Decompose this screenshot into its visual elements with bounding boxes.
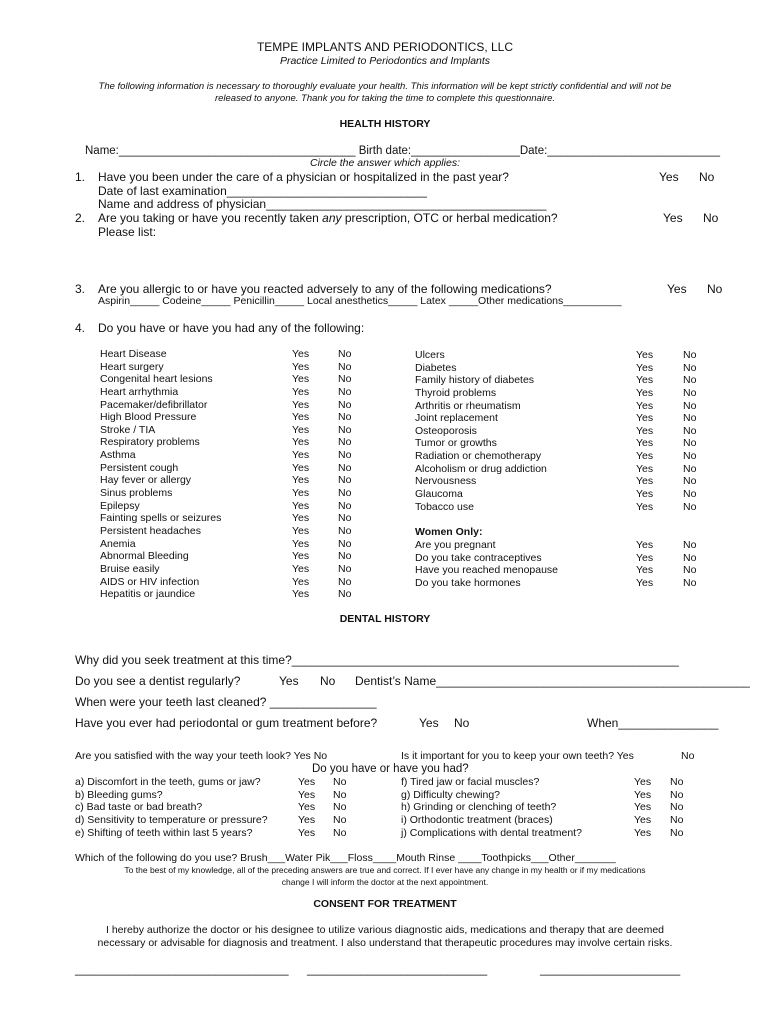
dental-item-label: a) Discomfort in the teeth, gums or jaw? [75, 776, 261, 788]
yes-option[interactable]: Yes [292, 575, 310, 588]
yes-option[interactable]: Yes [298, 788, 316, 801]
no-option[interactable]: No [338, 461, 352, 474]
no-option[interactable]: No [670, 813, 684, 826]
dental-right-yes-column [634, 776, 651, 839]
yes-option[interactable]: Yes [292, 512, 310, 525]
why-seek-treatment-line[interactable]: Why did you seek treatment at this time?__________________________________________________________ [75, 653, 679, 667]
dental-item-label: c) Bad taste or bad breath? [75, 801, 203, 814]
women-only-heading: Women Only: [415, 526, 483, 538]
yes-option[interactable]: Yes [292, 499, 310, 512]
yes-option[interactable]: Yes [636, 412, 654, 425]
q3-text: Are you allergic to or have you reacted adversely to any of the following medications? [98, 282, 552, 296]
no-option[interactable]: No [338, 487, 352, 500]
q4-text: Do you have or have you had any of the following: [98, 321, 365, 335]
yes-option[interactable]: Yes [292, 524, 310, 537]
knowledge-statement-2: change I will inform the doctor at the next appointment. [281, 877, 489, 887]
no-option[interactable]: No [338, 524, 352, 537]
condition-label: Heart arrhythmia [100, 385, 179, 398]
condition-label: Tumor or growths [415, 437, 497, 450]
circle-instruction: Circle the answer which applies: [310, 157, 460, 169]
left-no-column [338, 348, 351, 601]
no-option[interactable]: No [683, 539, 697, 551]
yes-option[interactable]: Yes [292, 436, 310, 449]
yes-option[interactable]: Yes [636, 564, 654, 577]
no-option[interactable]: No [683, 462, 697, 475]
practice-subtitle: Practice Limited to Periodontics and Implants [279, 55, 491, 67]
periodontal-when-line[interactable]: When_______________ [587, 716, 719, 730]
no-option[interactable]: No [670, 788, 684, 801]
dental-history-heading: DENTAL HISTORY [339, 613, 431, 625]
condition-label: Bruise easily [100, 562, 160, 575]
condition-label: Pacemaker/defibrillator [100, 398, 208, 411]
dentist-regularly-question: Do you see a dentist regularly? [75, 674, 241, 688]
dental-item-label: h) Grinding or clenching of teeth? [401, 801, 557, 814]
last-cleaned-line[interactable]: When were your teeth last cleaned? ________________ [75, 695, 377, 709]
q3-yes[interactable]: Yes [667, 282, 687, 296]
q2-please-list: Please list: [98, 225, 157, 239]
condition-label: Ulcers [415, 349, 445, 361]
no-option[interactable]: No [333, 776, 347, 788]
no-option[interactable]: No [338, 562, 352, 575]
condition-label: Family history of diabetes [415, 374, 535, 387]
yes-option[interactable]: Yes [636, 576, 654, 589]
dental-left-yes-column [298, 776, 315, 839]
yes-option[interactable]: Yes [636, 551, 654, 564]
yes-option[interactable]: Yes [292, 385, 310, 398]
yes-option[interactable]: Yes [298, 801, 316, 814]
q1-number: 1. [75, 170, 86, 184]
no-option[interactable]: No [683, 424, 697, 437]
condition-label: Persistent headaches [100, 524, 201, 537]
practice-title: TEMPE IMPLANTS AND PERIODONTICS, LLC [256, 40, 514, 54]
condition-label: Osteoporosis [415, 424, 477, 437]
yes-option[interactable]: Yes [636, 475, 654, 488]
condition-label: Diabetes [415, 361, 457, 374]
dental-left-no-column [333, 776, 346, 839]
q3-no[interactable]: No [707, 282, 723, 296]
no-option[interactable]: No [683, 374, 697, 387]
right-yes-column [636, 349, 653, 513]
consent-line-1: I hereby authorize the doctor or his designee to utilize various diagnostic aids, medications and therapy that are deemed [106, 924, 664, 936]
no-option[interactable]: No [333, 788, 347, 801]
no-option[interactable]: No [670, 801, 684, 814]
condition-label: High Blood Pressure [100, 411, 197, 424]
left-conditions-list [100, 348, 221, 601]
condition-label: Heart Disease [100, 348, 167, 360]
q1-text: Have you been under the care of a physician or hospitalized in the past year? [98, 170, 509, 184]
no-option[interactable]: No [338, 588, 352, 601]
no-option[interactable]: No [683, 386, 697, 399]
periodontal-treatment-question: Have you ever had periodontal or gum treatment before? [75, 716, 378, 730]
keep-teeth-question[interactable]: Is it important for you to keep your own teeth? Yes [401, 750, 634, 762]
yes-option[interactable]: Yes [636, 462, 654, 475]
no-option[interactable]: No [683, 349, 697, 361]
condition-label: Glaucoma [415, 488, 463, 501]
yes-option[interactable]: Yes [292, 423, 310, 436]
no-option[interactable]: No [338, 537, 352, 550]
yes-option[interactable]: Yes [298, 776, 316, 788]
no-option[interactable]: No [338, 449, 352, 462]
intro-line-1: The following information is necessary to thoroughly evaluate your health. This information will be kept strictly confidential and will not be [98, 81, 672, 92]
q4-number: 4. [75, 321, 86, 335]
yes-option[interactable]: Yes [636, 349, 654, 361]
dental-left-items [75, 776, 268, 839]
yes-option[interactable]: Yes [636, 488, 654, 501]
women-yes-column [636, 539, 653, 590]
condition-label: Respiratory problems [100, 436, 200, 449]
yes-option[interactable]: Yes [292, 348, 310, 360]
dental-item-label: b) Bleeding gums? [75, 788, 163, 801]
no-option[interactable]: No [338, 385, 352, 398]
dental-item-label: j) Complications with dental treatment? [401, 826, 582, 839]
signature-line-1[interactable]: ________________________________ [75, 962, 289, 976]
condition-label: Radiation or chemotherapy [415, 450, 542, 463]
q1-yes[interactable]: Yes [659, 170, 679, 184]
periodontal-no[interactable]: No [454, 716, 470, 730]
yes-option[interactable]: Yes [636, 424, 654, 437]
no-option[interactable]: No [683, 412, 697, 425]
dentist-regularly-no[interactable]: No [320, 674, 336, 688]
no-option[interactable]: No [338, 512, 352, 525]
women-item-label: Are you pregnant [415, 539, 496, 551]
no-option[interactable]: No [683, 500, 697, 513]
q2-no[interactable]: No [703, 211, 719, 225]
dentist-regularly-yes[interactable]: Yes [279, 674, 299, 688]
no-option[interactable]: No [333, 826, 347, 839]
yes-option[interactable]: Yes [292, 398, 310, 411]
no-option[interactable]: No [683, 564, 697, 577]
dental-item-label: i) Orthodontic treatment (braces) [401, 813, 553, 826]
condition-label: AIDS or HIV infection [100, 575, 200, 588]
condition-label: Sinus problems [100, 487, 173, 500]
no-option[interactable]: No [683, 399, 697, 412]
name-birthdate-date-line[interactable]: Name:_____________________________________ Birth date:_________________Date:___________________________ [85, 145, 721, 157]
dental-item-label: g) Difficulty chewing? [401, 788, 501, 801]
condition-label: Nervousness [415, 475, 477, 488]
q1-physician-line[interactable]: Name and address of physician__________________________________________ [98, 197, 547, 211]
consent-line-2: necessary or advisable for diagnosis and treatment. I also understand that therapeutic procedures may involve certain risks. [97, 937, 673, 949]
q1-no[interactable]: No [699, 170, 715, 184]
no-option[interactable]: No [683, 576, 697, 589]
have-you-had-heading: Do you have or have you had? [312, 763, 469, 775]
no-option[interactable]: No [338, 474, 352, 487]
right-no-column [683, 349, 696, 513]
yes-option[interactable]: Yes [636, 399, 654, 412]
q3-number: 3. [75, 282, 86, 296]
dental-right-no-column [670, 776, 683, 839]
q3-medications-line[interactable]: Aspirin_____ Codeine_____ Penicillin_____ Local anesthetics_____ Latex _____Other medications__________ [98, 295, 622, 307]
condition-label: Epilepsy [100, 499, 140, 512]
no-option[interactable]: No [683, 437, 697, 450]
yes-option[interactable]: Yes [292, 373, 310, 386]
condition-label: Arthritis or rheumatism [415, 399, 521, 412]
yes-option[interactable]: Yes [636, 437, 654, 450]
condition-label: Fainting spells or seizures [100, 512, 222, 525]
yes-option[interactable]: Yes [636, 361, 654, 374]
hygiene-products-line[interactable]: Which of the following do you use? Brush___Water Pik___Floss____Mouth Rinse ____Toothpicks___Other_______ [75, 852, 616, 864]
q1-last-exam-line[interactable]: Date of last examination______________________________ [98, 184, 427, 198]
yes-option[interactable]: Yes [292, 550, 310, 563]
no-option[interactable]: No [670, 826, 684, 839]
condition-label: Stroke / TIA [100, 423, 156, 436]
no-option[interactable]: No [670, 776, 684, 788]
condition-label: Tobacco use [415, 500, 474, 513]
yes-option[interactable]: Yes [636, 539, 654, 551]
yes-option[interactable]: Yes [636, 500, 654, 513]
condition-label: Hay fever or allergy [100, 474, 192, 487]
condition-label: Anemia [100, 537, 136, 550]
no-option[interactable]: No [683, 488, 697, 501]
left-yes-column [292, 348, 309, 601]
intro-line-2: released to anyone. Thank you for taking the time to complete this questionnaire. [214, 93, 556, 104]
yes-option[interactable]: Yes [292, 360, 310, 373]
condition-label: Congenital heart lesions [100, 373, 213, 386]
yes-option[interactable]: Yes [636, 374, 654, 387]
q2-number: 2. [75, 211, 86, 225]
dentist-name-line[interactable]: Dentist’s Name_______________________________________________ [355, 674, 750, 688]
yes-option[interactable]: Yes [292, 588, 310, 601]
condition-label: Heart surgery [100, 360, 164, 373]
yes-option[interactable]: Yes [634, 813, 652, 826]
women-item-label: Do you take contraceptives [415, 551, 542, 564]
condition-label: Joint replacement [415, 412, 498, 425]
keep-teeth-no[interactable]: No [681, 750, 695, 762]
health-history-heading: HEALTH HISTORY [339, 118, 431, 130]
no-option[interactable]: No [683, 475, 697, 488]
no-option[interactable]: No [338, 436, 352, 449]
yes-option[interactable]: Yes [292, 474, 310, 487]
no-option[interactable]: No [338, 398, 352, 411]
dental-item-label: f) Tired jaw or facial muscles? [401, 776, 540, 788]
yes-option[interactable]: Yes [634, 776, 652, 788]
right-conditions-list [415, 349, 547, 513]
no-option[interactable]: No [338, 411, 352, 424]
satisfied-teeth-question[interactable]: Are you satisfied with the way your teeth look? Yes No [75, 750, 328, 762]
no-option[interactable]: No [338, 373, 352, 386]
yes-option[interactable]: Yes [292, 537, 310, 550]
condition-label: Asthma [100, 449, 136, 462]
women-no-column [683, 539, 696, 590]
no-option[interactable]: No [338, 423, 352, 436]
no-option[interactable]: No [338, 550, 352, 563]
periodontal-yes[interactable]: Yes [419, 716, 439, 730]
yes-option[interactable]: Yes [634, 801, 652, 814]
no-option[interactable]: No [333, 801, 347, 814]
no-option[interactable]: No [333, 813, 347, 826]
yes-option[interactable]: Yes [298, 826, 316, 839]
yes-option[interactable]: Yes [292, 487, 310, 500]
no-option[interactable]: No [338, 499, 352, 512]
condition-label: Alcoholism or drug addiction [415, 462, 547, 475]
dental-item-label: e) Shifting of teeth within last 5 years? [75, 826, 253, 839]
signature-line-2[interactable]: ___________________________ [307, 962, 488, 976]
signature-line-3[interactable]: _____________________ [540, 962, 681, 976]
condition-label: Abnormal Bleeding [100, 550, 189, 563]
no-option[interactable]: No [683, 361, 697, 374]
consent-heading: CONSENT FOR TREATMENT [313, 898, 457, 910]
yes-option[interactable]: Yes [636, 386, 654, 399]
women-items-list [415, 539, 558, 590]
knowledge-statement-1: To the best of my knowledge, all of the preceding answers are true and correct. If I ever have any change in my health or if my medications [124, 865, 646, 875]
women-item-label: Have you reached menopause [415, 564, 559, 577]
yes-option[interactable]: Yes [292, 449, 310, 462]
condition-label: Thyroid problems [415, 386, 497, 399]
yes-option[interactable]: Yes [298, 813, 316, 826]
women-item-label: Do you take hormones [415, 576, 521, 589]
q2-text: Are you taking or have you recently taken any prescription, OTC or herbal medication? [98, 211, 558, 225]
dental-item-label: d) Sensitivity to temperature or pressure? [75, 813, 268, 826]
no-option[interactable]: No [683, 450, 697, 463]
no-option[interactable]: No [338, 360, 352, 373]
condition-label: Persistent cough [100, 461, 179, 474]
yes-option[interactable]: Yes [292, 461, 310, 474]
condition-label: Hepatitis or jaundice [100, 588, 196, 601]
q2-yes[interactable]: Yes [663, 211, 683, 225]
yes-option[interactable]: Yes [292, 562, 310, 575]
dental-right-items [401, 776, 582, 839]
yes-option[interactable]: Yes [292, 411, 310, 424]
no-option[interactable]: No [683, 551, 697, 564]
no-option[interactable]: No [338, 575, 352, 588]
yes-option[interactable]: Yes [634, 826, 652, 839]
yes-option[interactable]: Yes [634, 788, 652, 801]
yes-option[interactable]: Yes [636, 450, 654, 463]
no-option[interactable]: No [338, 348, 352, 360]
